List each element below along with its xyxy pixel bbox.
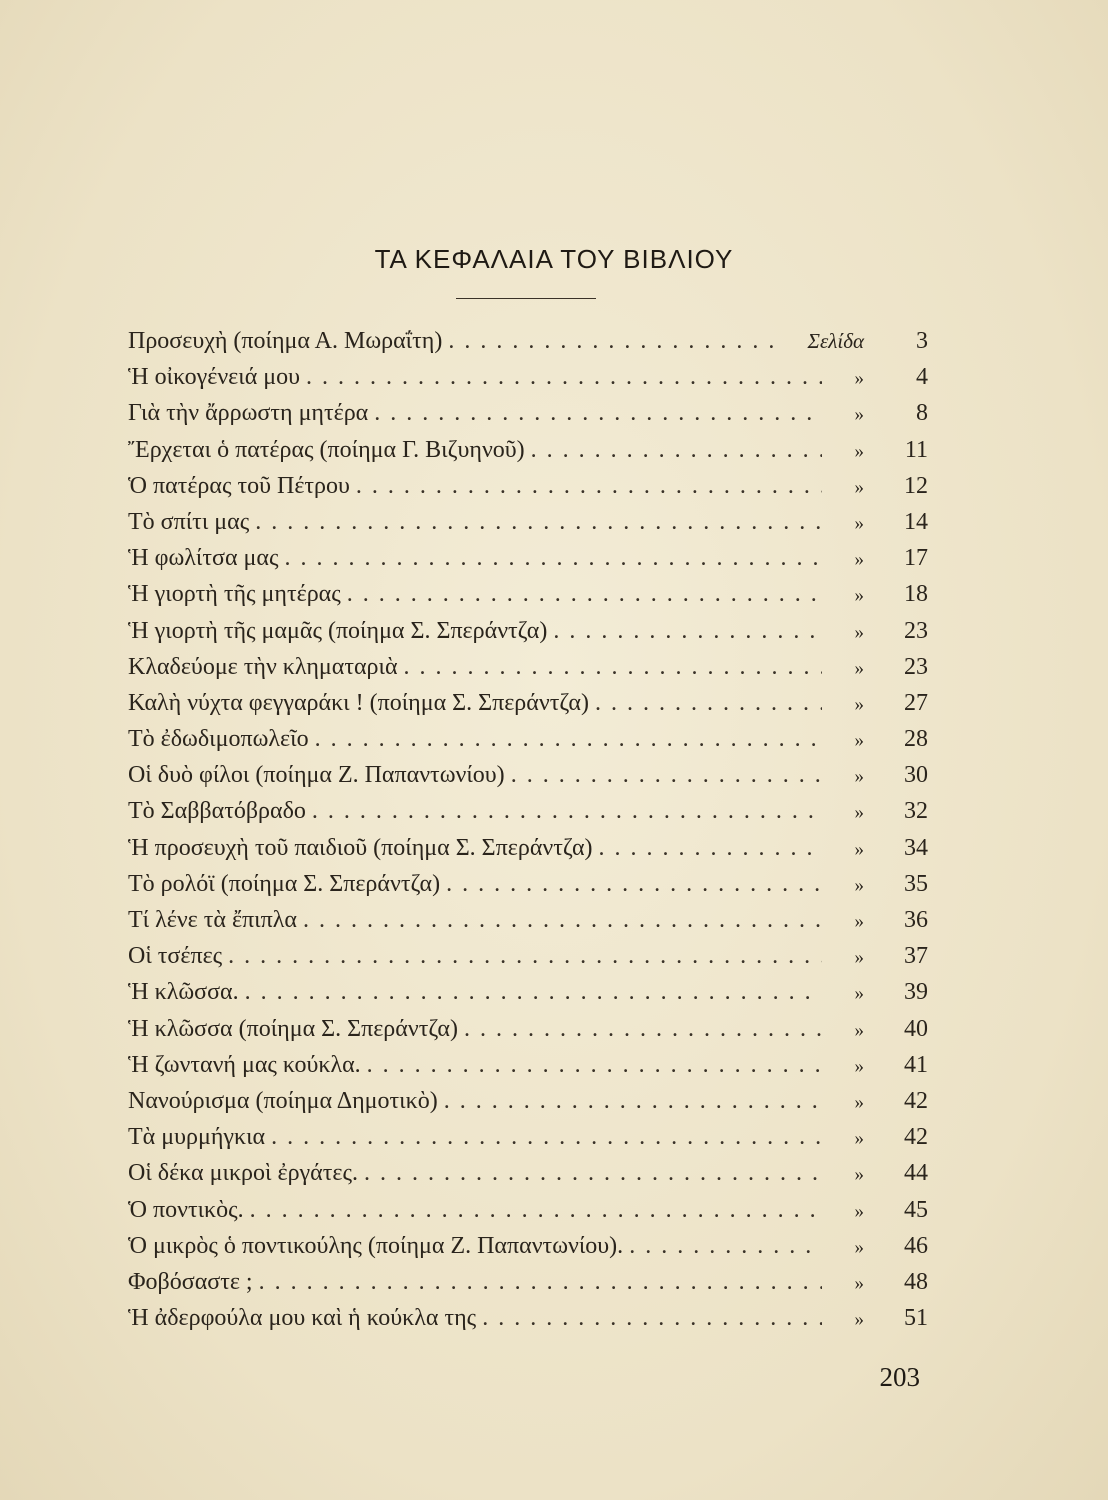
toc-entry-mark: » bbox=[854, 621, 864, 643]
toc-entry-page: 18 bbox=[904, 581, 928, 608]
toc-entry bbox=[128, 400, 928, 436]
toc-entry-mark: » bbox=[854, 1236, 864, 1258]
toc-entry-page: 30 bbox=[904, 762, 928, 789]
toc-entry-title: Ἡ κλῶσσα. bbox=[128, 979, 239, 1006]
dot-leader bbox=[464, 1016, 822, 1043]
toc-entry-title: Ἡ γιορτὴ τῆς μητέρας bbox=[128, 581, 341, 608]
toc-entry bbox=[128, 943, 928, 979]
toc-entry-title: Προσευχὴ (ποίημα Α. Μωραΐτη) bbox=[128, 328, 443, 354]
toc-entry-mark: » bbox=[854, 1309, 864, 1331]
dot-leader bbox=[446, 871, 822, 898]
toc-entry-title: Οἱ δέκα μικροὶ ἐργάτες. bbox=[128, 1160, 358, 1187]
toc-entry bbox=[128, 618, 928, 654]
dot-leader bbox=[367, 1052, 822, 1079]
toc-entry bbox=[128, 907, 928, 943]
toc-entry bbox=[128, 979, 928, 1015]
toc-entry bbox=[128, 581, 928, 617]
dot-leader bbox=[303, 907, 822, 934]
dot-leader bbox=[228, 943, 822, 970]
dot-leader bbox=[312, 798, 822, 825]
dot-leader bbox=[374, 400, 822, 427]
toc-entry-title: Τὰ μυρμήγκια bbox=[128, 1124, 266, 1151]
toc-entry-title: Ἡ φωλίτσα μας bbox=[128, 545, 279, 572]
toc-entry-page: 44 bbox=[904, 1160, 928, 1187]
toc-entry bbox=[128, 1052, 928, 1088]
toc-entry-title: Τί λένε τὰ ἔπιπλα bbox=[128, 907, 297, 933]
dot-leader bbox=[404, 654, 822, 681]
toc-entry-title: Ἡ προσευχὴ τοῦ παιδιοῦ (ποίημα Σ. Σπεράντζα) bbox=[128, 834, 593, 861]
toc-entry-title: Νανούρισμα (ποίημα Δημοτικὸ) bbox=[128, 1087, 438, 1114]
dot-leader bbox=[595, 690, 822, 717]
toc-entry bbox=[128, 545, 928, 581]
toc-entry-mark: » bbox=[854, 766, 864, 788]
toc-entry-mark: » bbox=[854, 802, 864, 824]
heading-divider bbox=[456, 298, 596, 299]
toc-entry-page: 34 bbox=[904, 834, 928, 861]
dot-leader bbox=[259, 1269, 822, 1296]
toc-entry-mark: » bbox=[854, 1055, 864, 1077]
toc-entry bbox=[128, 364, 928, 400]
dot-leader bbox=[448, 328, 778, 355]
toc-entry-page: 36 bbox=[904, 907, 928, 933]
dot-leader bbox=[271, 1124, 822, 1151]
toc-entry-title: Τὸ σπίτι μας bbox=[128, 508, 250, 535]
toc-heading: ΤΑ ΚΕΦΑΛΑΙΑ ΤΟΥ ΒΙΒΛΙΟΥ bbox=[374, 244, 734, 274]
toc-entry bbox=[128, 798, 928, 834]
toc-entry-title: Κλαδεύομε τὴν κληματαριὰ bbox=[128, 653, 398, 680]
toc-entry-title: Ὁ μικρὸς ὁ ποντικούλης (ποίημα Ζ. Παπαντωνίου). bbox=[128, 1232, 624, 1259]
toc-entry-title: Ὁ πατέρας τοῦ Πέτρου bbox=[128, 472, 350, 499]
dot-leader bbox=[553, 618, 822, 645]
toc-entry-mark: » bbox=[854, 838, 864, 860]
toc-entry bbox=[128, 509, 928, 545]
toc-entry-page: 23 bbox=[904, 653, 928, 680]
toc-entry bbox=[128, 835, 928, 871]
toc-entry-title: Γιὰ τὴν ἄρρωστη μητέρα bbox=[128, 400, 369, 427]
toc-entry-mark: » bbox=[854, 404, 864, 426]
toc-entry-mark: » bbox=[854, 1200, 864, 1222]
toc-entry-title: Ἡ οἰκογένειά μου bbox=[128, 364, 301, 391]
toc-entry-page: 3 bbox=[916, 328, 928, 354]
toc-entry bbox=[128, 762, 928, 798]
toc-entry bbox=[128, 690, 928, 726]
toc-entry-mark: » bbox=[854, 1091, 864, 1113]
toc-entry-title: Ἡ ζωντανή μας κούκλα. bbox=[128, 1051, 361, 1078]
dot-leader bbox=[245, 979, 822, 1006]
toc-entry-mark: » bbox=[854, 657, 864, 679]
toc-entry-page: 42 bbox=[904, 1124, 928, 1151]
toc-entry-page: 48 bbox=[904, 1268, 928, 1295]
toc-entry-title: Ἡ ἀδερφούλα μου καὶ ἡ κούκλα της bbox=[128, 1305, 477, 1332]
dot-leader bbox=[599, 835, 822, 862]
toc-entry-mark: » bbox=[854, 440, 864, 462]
toc-entry-page: 8 bbox=[916, 400, 928, 427]
toc-entry-page: 40 bbox=[904, 1015, 928, 1042]
toc-entry-mark: » bbox=[854, 512, 864, 534]
dot-leader bbox=[306, 364, 822, 391]
dot-leader bbox=[250, 1197, 822, 1224]
toc-entry-mark: » bbox=[854, 549, 864, 571]
toc-entry-title: Τὸ ρολόϊ (ποίημα Σ. Σπεράντζα) bbox=[128, 870, 441, 897]
dot-leader bbox=[482, 1305, 822, 1332]
toc-entry-page: 32 bbox=[904, 798, 928, 825]
toc-entry-mark: » bbox=[854, 911, 864, 932]
toc-entry-title: Ὁ ποντικὸς. bbox=[128, 1196, 244, 1223]
dot-leader bbox=[255, 509, 822, 536]
toc-entry-title: Καλὴ νύχτα φεγγαράκι ! (ποίημα Σ. Σπεράντζα) bbox=[128, 689, 589, 716]
toc-entry-mark: » bbox=[854, 476, 864, 498]
toc-entry-page: 23 bbox=[904, 617, 928, 644]
toc-entry-mark: » bbox=[854, 585, 864, 607]
toc-entry bbox=[128, 1016, 928, 1052]
toc-entry-title: Τὸ ἐδωδιμοπωλεῖο bbox=[128, 726, 309, 753]
toc-entry bbox=[128, 1088, 928, 1124]
toc-entry bbox=[128, 654, 928, 690]
dot-leader bbox=[511, 762, 822, 789]
toc-entry-page: 12 bbox=[904, 472, 928, 499]
toc-entry-title: Ἡ γιορτὴ τῆς μαμᾶς (ποίημα Σ. Σπεράντζα) bbox=[128, 617, 548, 644]
toc-entry-page: 14 bbox=[904, 508, 928, 535]
toc-entry-page: 37 bbox=[904, 943, 928, 970]
toc-entry bbox=[128, 1233, 928, 1269]
toc-entry bbox=[128, 726, 928, 762]
toc-entry-page: 35 bbox=[904, 870, 928, 897]
dot-leader bbox=[356, 473, 822, 500]
toc-entry-mark: Σελίδα bbox=[807, 329, 864, 353]
toc-entry-page: 17 bbox=[904, 545, 928, 572]
toc-entry-page: 27 bbox=[904, 689, 928, 716]
toc-entry-mark: » bbox=[854, 947, 864, 969]
dot-leader bbox=[315, 726, 822, 753]
toc-entry bbox=[128, 1160, 928, 1196]
dot-leader bbox=[444, 1088, 822, 1115]
toc-entry-page: 46 bbox=[904, 1232, 928, 1259]
toc-entry-title: Οἱ τσέπες bbox=[128, 943, 223, 970]
toc-entry-title: Ἡ κλῶσσα (ποίημα Σ. Σπεράντζα) bbox=[128, 1015, 458, 1042]
toc-entry-mark: » bbox=[854, 368, 864, 390]
toc-entry-page: 39 bbox=[904, 979, 928, 1006]
toc-entry-page: 41 bbox=[904, 1051, 928, 1078]
toc-entry-page: 28 bbox=[904, 726, 928, 753]
toc-entry bbox=[128, 328, 928, 364]
dot-leader bbox=[347, 581, 822, 608]
toc-entry bbox=[128, 1269, 928, 1305]
toc-entry-title: Ἔρχεται ὁ πατέρας (ποίημα Γ. Βιζυηνοῦ) bbox=[128, 436, 525, 463]
toc-entry bbox=[128, 871, 928, 907]
toc-entry-page: 11 bbox=[904, 436, 928, 463]
toc-entry bbox=[128, 1305, 928, 1341]
toc-entry-mark: » bbox=[854, 874, 864, 896]
toc-entry bbox=[128, 1197, 928, 1233]
toc-entry-title: Οἱ δυὸ φίλοι (ποίημα Ζ. Παπαντωνίου) bbox=[128, 762, 505, 789]
table-of-contents bbox=[128, 328, 928, 1341]
toc-entry-mark: » bbox=[854, 1019, 864, 1041]
toc-entry-mark: » bbox=[854, 1164, 864, 1186]
dot-leader bbox=[531, 437, 822, 464]
dot-leader bbox=[284, 545, 822, 572]
toc-entry-mark: » bbox=[854, 693, 864, 715]
toc-entry-title: Τὸ Σαββατόβραδο bbox=[128, 798, 306, 825]
toc-entry-page: 45 bbox=[904, 1196, 928, 1223]
toc-entry-page: 4 bbox=[916, 364, 928, 391]
page-number: 203 bbox=[879, 1362, 920, 1392]
toc-entry bbox=[128, 473, 928, 509]
toc-entry-page: 42 bbox=[904, 1087, 928, 1114]
toc-entry-mark: » bbox=[854, 983, 864, 1005]
toc-entry-mark: » bbox=[854, 730, 864, 752]
toc-entry-title: Φοβόσαστε ; bbox=[128, 1268, 253, 1295]
toc-entry bbox=[128, 437, 928, 473]
dot-leader bbox=[629, 1233, 822, 1260]
toc-entry-mark: » bbox=[854, 1128, 864, 1150]
toc-entry-mark: » bbox=[854, 1272, 864, 1294]
dot-leader bbox=[364, 1160, 822, 1187]
toc-entry bbox=[128, 1124, 928, 1160]
toc-entry-page: 51 bbox=[904, 1305, 928, 1332]
